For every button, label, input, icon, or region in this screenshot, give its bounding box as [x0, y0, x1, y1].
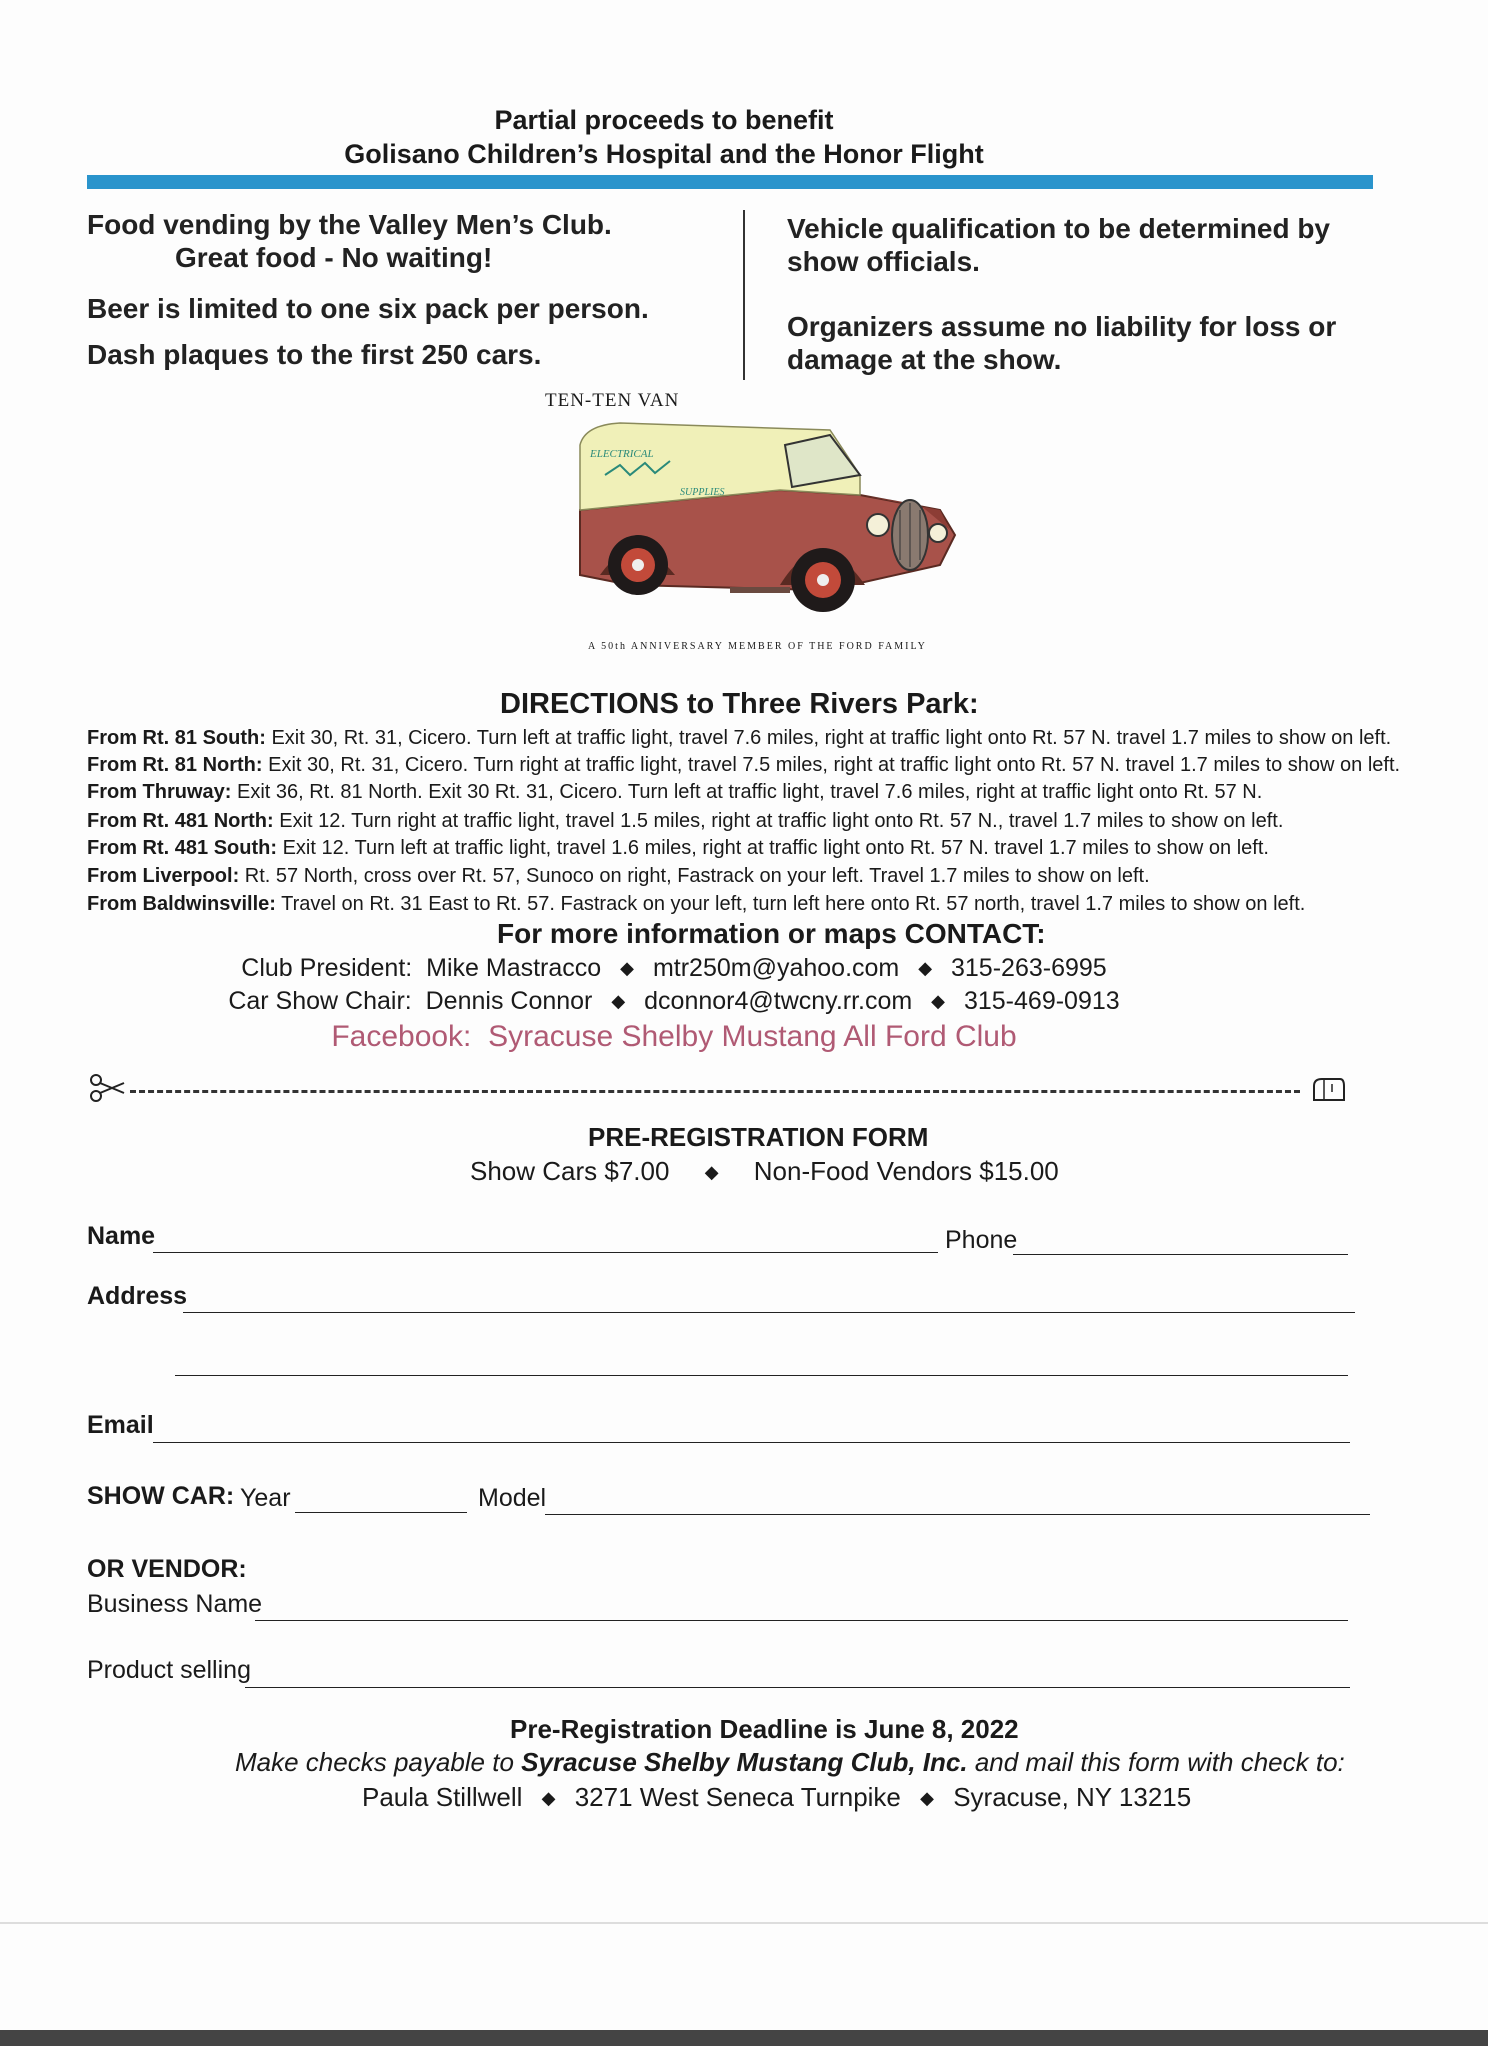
email-field[interactable]	[153, 1442, 1350, 1443]
column-divider	[743, 210, 745, 380]
direction-row-text: Exit 12. Turn left at traffic light, travel 1.6 miles, right at traffic light onto Rt. 57 N. travel 1.7 miles to show on left.	[277, 837, 1269, 859]
checks-instruction	[235, 1747, 1345, 1778]
direction-row-text: Travel on Rt. 31 East to Rt. 57. Fastrack on your left, turn left here onto Rt. 57 north, travel 1.7 miles to show on left.	[275, 893, 1306, 915]
diamond-icon: ◆	[611, 991, 626, 1011]
ten-ten-van-illustration	[560, 415, 970, 640]
direction-row-label: From Rt. 81 South:	[87, 727, 266, 749]
diamond-icon: ◆	[931, 991, 946, 1011]
address-name: Paula Stillwell	[362, 1782, 523, 1812]
product-selling-label: Product selling	[87, 1656, 251, 1684]
direction-row-text: Exit 12. Turn right at traffic light, travel 1.5 miles, right at traffic light onto Rt. 57 N., travel 1.7 miles to show on left.	[273, 810, 1284, 832]
scissors-icon	[88, 1073, 128, 1103]
deadline-text: Pre-Registration Deadline is June 8, 2022	[510, 1714, 1019, 1744]
chair-name: Dennis Connor	[425, 987, 593, 1015]
direction-row	[87, 835, 1269, 861]
direction-row-label: From Baldwinsville:	[87, 893, 276, 915]
direction-row-label: From Liverpool:	[87, 865, 240, 887]
direction-row	[87, 725, 1391, 751]
direction-row	[87, 891, 1305, 917]
phone-label: Phone	[945, 1226, 1018, 1254]
header-divider-bar	[87, 175, 1373, 189]
diamond-icon: ◆	[918, 958, 933, 978]
scanner-bottom-band	[0, 2030, 1488, 2046]
direction-row	[87, 779, 1262, 805]
chair-email[interactable]: dconnor4@twcny.rr.com	[644, 987, 913, 1015]
direction-row-label: From Rt. 481 North:	[87, 810, 274, 832]
facebook-line[interactable]	[0, 1020, 1418, 1054]
chair-role: Car Show Chair:	[228, 987, 412, 1015]
directions-title: DIRECTIONS to Three Rivers Park:	[500, 688, 979, 720]
business-name-label: Business Name	[87, 1590, 263, 1618]
name-field[interactable]	[153, 1252, 938, 1253]
president-name: Mike Mastracco	[426, 954, 602, 982]
van-caption-top: TEN-TEN VAN	[545, 390, 680, 411]
page-edge-line	[0, 1922, 1488, 1924]
direction-row	[87, 808, 1283, 834]
president-phone: 315-263-6995	[951, 954, 1107, 982]
liability-line-1: Organizers assume no liability for loss or	[787, 311, 1337, 342]
direction-row-label: From Thruway:	[87, 781, 232, 803]
mailing-address	[362, 1782, 1191, 1813]
food-vending-text: Food vending by the Valley Men’s Club.	[87, 209, 612, 240]
diamond-icon: ◆	[704, 1162, 719, 1182]
cut-line	[130, 1090, 1300, 1093]
liability-line-2: damage at the show.	[787, 344, 1062, 375]
name-label: Name	[87, 1222, 156, 1250]
qualification-line-2: show officials.	[787, 246, 980, 277]
president-role: Club President:	[241, 954, 413, 982]
direction-row-text: Exit 30, Rt. 31, Cicero. Turn left at traffic light, travel 7.6 miles, right at traffic light onto Rt. 57 N. travel 1.7 miles to show on left.	[265, 727, 1392, 749]
beer-limit-text: Beer is limited to one six pack per person.	[87, 293, 649, 324]
address-street: 3271 West Seneca Turnpike	[574, 1782, 901, 1812]
show-car-label: SHOW CAR:	[87, 1482, 235, 1510]
checks-payee: Syracuse Shelby Mustang Club, Inc.	[521, 1747, 968, 1777]
facebook-label: Facebook:	[331, 1020, 472, 1053]
chair-contact-line	[0, 987, 1418, 1016]
address-label: Address	[87, 1282, 188, 1310]
address-field-line-1[interactable]	[183, 1312, 1355, 1313]
direction-row-label: From Rt. 481 South:	[87, 837, 278, 859]
vendors-price: Non-Food Vendors $15.00	[753, 1156, 1059, 1186]
diamond-icon: ◆	[920, 1788, 934, 1808]
president-contact-line	[0, 954, 1418, 983]
diamond-icon: ◆	[620, 958, 634, 978]
vendor-label: OR VENDOR:	[87, 1555, 247, 1583]
header-line-2: Golisano Children’s Hospital and the Honor Flight	[344, 139, 984, 169]
direction-row-text: Rt. 57 North, cross over Rt. 57, Sunoco on right, Fastrack on your left. Travel 1.7 miles to show on left.	[239, 865, 1150, 887]
qualification-line-1: Vehicle qualification to be determined by	[787, 213, 1331, 244]
direction-row-text: Exit 30, Rt. 31, Cicero. Turn right at traffic light, travel 7.5 miles, right at traffic light onto Rt. 57 N. travel 1.7 miles to show on left.	[262, 754, 1401, 776]
show-cars-price: Show Cars $7.00	[470, 1156, 670, 1186]
phone-field[interactable]	[1013, 1254, 1348, 1255]
dash-plaques-text: Dash plaques to the first 250 cars.	[87, 339, 542, 370]
checks-pre: Make checks payable to	[235, 1747, 522, 1777]
direction-row	[87, 752, 1400, 778]
model-field[interactable]	[545, 1514, 1370, 1515]
van-caption-bottom: A 50th ANNIVERSARY MEMBER OF THE FORD FAMILY	[588, 641, 927, 652]
model-label: Model	[478, 1484, 547, 1512]
year-label: Year	[240, 1484, 291, 1512]
address-field-line-2[interactable]	[175, 1375, 1348, 1376]
email-label: Email	[87, 1411, 154, 1439]
diamond-icon: ◆	[541, 1788, 556, 1808]
form-pricing-line	[470, 1156, 1059, 1187]
form-title: PRE-REGISTRATION FORM	[588, 1122, 929, 1152]
direction-row	[87, 863, 1150, 889]
direction-row-label: From Rt. 81 North:	[87, 754, 263, 776]
checks-post: and mail this form with check to:	[967, 1747, 1345, 1777]
mailbox-icon	[1310, 1076, 1346, 1102]
van-panel-text-2: SUPPLIES	[680, 487, 725, 498]
direction-row-text: Exit 36, Rt. 81 North. Exit 30 Rt. 31, Cicero. Turn left at traffic light, travel 7.6 miles, right at traffic light onto Rt. 57 N.	[231, 781, 1263, 803]
chair-phone: 315-469-0913	[963, 987, 1120, 1015]
van-panel-text-1: ELECTRICAL	[590, 448, 654, 460]
address-city: Syracuse, NY 13215	[953, 1782, 1192, 1812]
header-line-1: Partial proceeds to benefit	[494, 105, 834, 135]
contact-title: For more information or maps CONTACT:	[497, 918, 1046, 949]
business-name-field[interactable]	[255, 1620, 1348, 1621]
facebook-page-name[interactable]: Syracuse Shelby Mustang All Ford Club	[488, 1020, 1017, 1053]
food-vending-subtext: Great food - No waiting!	[175, 242, 493, 273]
product-selling-field[interactable]	[245, 1687, 1350, 1688]
year-field[interactable]	[295, 1512, 467, 1513]
president-email[interactable]: mtr250m@yahoo.com	[652, 954, 900, 982]
